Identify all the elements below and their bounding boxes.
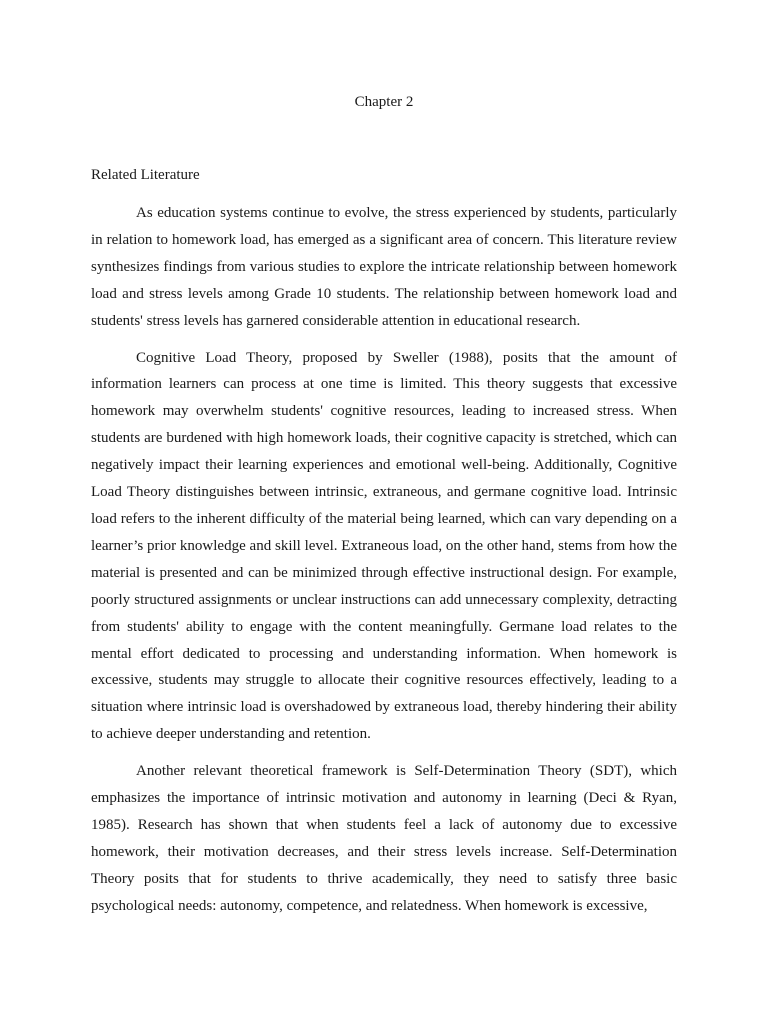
paragraph: Cognitive Load Theory, proposed by Sweller (1988), posits that the amount of information learners can process at one time is limited. This theory suggests that excessive homework may overwhelm students' cognitive resources, leading to increased stress. When students are burdened with high homework loads, their cognitive capacity is stretched, which can negatively impact their learning experiences and emotional well-being. Additionally, Cognitive Load Theory distinguishes between intrinsic, extraneous, and germane cognitive load. Intrinsic load refers to the inherent difficulty of the material being learned, which can vary depending on a learner’s prior knowledge and skill level. Extraneous load, on the other hand, stems from how the material is presented and can be minimized through effective instructional design. For example, poorly structured assignments or unclear instructions can add unnecessary complexity, detracting from students' ability to engage with the content meaningfully. Germane load relates to the mental effort dedicated to processing and understanding information. When homework is excessive, students may struggle to allocate their cognitive resources effectively, leading to a situation where intrinsic load is overshadowed by extraneous load, thereby hindering their ability to achieve deeper understanding and retention.	[91, 349, 677, 743]
section-heading: Related Literature	[91, 167, 200, 183]
paragraph: Another relevant theoretical framework is Self-Determination Theory (SDT), which emphasizes the importance of intrinsic motivation and autonomy in learning (Deci & Ryan, 1985). Research has shown that when students feel a lack of autonomy due to excessive homework, their motivation decreases, and their stress levels increase. Self-Determination Theory posits that for students to thrive academically, they need to satisfy three basic psychological needs: autonomy, competence, and relatedness. When homework is excessive,	[91, 763, 677, 914]
paragraph: As education systems continue to evolve, the stress experienced by students, particularly in relation to homework load, has emerged as a significant area of concern. This literature review synthesizes findings from various studies to explore the intricate relationship between homework load and stress levels among Grade 10 students. The relationship between homework load and students' stress levels has garnered considerable attention in educational research.	[91, 205, 677, 329]
body-text	[91, 200, 677, 930]
chapter-title: Chapter 2	[354, 94, 414, 110]
